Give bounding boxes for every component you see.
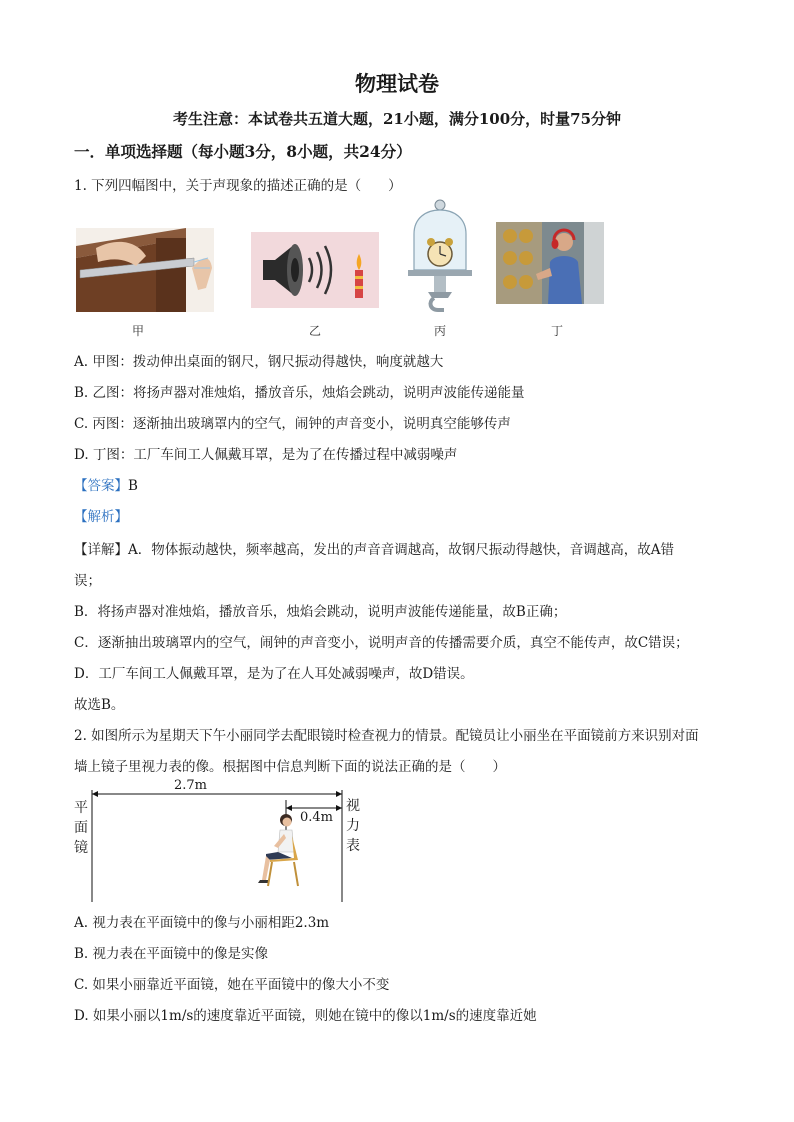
eye-chart-label bbox=[346, 796, 360, 856]
section-heading: 一．单项选择题（每小题3分，8小题，共24分） bbox=[74, 142, 412, 161]
detail-line-3: B．将扬声器对准烛焰，播放音乐，烛焰会跳动，说明声波能传递能量，故B正确； bbox=[74, 604, 567, 620]
mirror-label-char: 面 bbox=[74, 820, 88, 836]
caption-bing: 丙 bbox=[433, 324, 446, 338]
detail-line-1 bbox=[74, 538, 674, 558]
detail-line-5: D．工厂车间工人佩戴耳罩，是为了在人耳处减弱噪声，故D错误。 bbox=[74, 666, 474, 682]
speaker-candle-illustration bbox=[251, 232, 379, 308]
question-2-stem-line-2: 墙上镜子里视力表的像。根据图中信息判断下面的说法正确的是（ ） bbox=[74, 759, 506, 775]
eye-chart-label-char: 表 bbox=[346, 838, 360, 854]
mirror-label bbox=[74, 798, 88, 858]
caption-yi: 乙 bbox=[308, 324, 321, 338]
detail-line-4: C．逐渐抽出玻璃罩内的空气，闹钟的声音变小，说明声音的传播需要介质，真空不能传声，故C错误； bbox=[74, 635, 689, 651]
mirror-label-char: 镜 bbox=[74, 840, 88, 856]
q1-option-c: C. 丙图：逐渐抽出玻璃罩内的空气，闹钟的声音变小，说明真空能够传声 bbox=[74, 416, 511, 432]
near-distance-label: 0.4m bbox=[300, 810, 334, 825]
q2-option-c: C. 如果小丽靠近平面镜，她在平面镜中的像大小不变 bbox=[74, 977, 390, 993]
eye-test-diagram bbox=[70, 776, 370, 906]
q1-option-b: B. 乙图：将扬声器对准烛焰，播放音乐，烛焰会跳动，说明声波能传递能量 bbox=[74, 385, 525, 401]
answer-value: B bbox=[128, 478, 138, 494]
answer-line bbox=[74, 474, 138, 494]
eye-chart-label-char: 视 bbox=[346, 798, 360, 814]
answer-tag: 【答案】 bbox=[74, 478, 128, 494]
page-title: 物理试卷 bbox=[355, 71, 439, 96]
total-distance-label: 2.7m bbox=[174, 778, 208, 793]
eye-chart-label-char: 力 bbox=[346, 818, 360, 834]
caption-ding: 丁 bbox=[550, 324, 563, 338]
detail-line-6: 故选B。 bbox=[74, 697, 125, 713]
q1-option-a: A. 甲图：拨动伸出桌面的钢尺，钢尺振动得越快，响度就越大 bbox=[74, 354, 444, 370]
detail-line-2: 误； bbox=[74, 573, 101, 589]
question-1-stem: 1. 下列四幅图中，关于声现象的描述正确的是（ ） bbox=[74, 178, 402, 194]
bell-jar-clock-illustration bbox=[404, 198, 476, 314]
factory-worker-photo bbox=[496, 222, 604, 304]
analysis-tag: 【解析】 bbox=[74, 509, 128, 525]
q2-option-b: B. 视力表在平面镜中的像是实像 bbox=[74, 946, 269, 962]
q1-option-d: D. 丁图：工厂车间工人佩戴耳罩，是为了在传播过程中减弱噪声 bbox=[74, 447, 458, 463]
question-2-stem-line-1: 2. 如图所示为星期天下午小丽同学去配眼镜时检查视力的情景。配镜员让小丽坐在平面镜前方来识别对面 bbox=[74, 728, 699, 744]
q2-option-a: A. 视力表在平面镜中的像与小丽相距2.3m bbox=[74, 915, 330, 931]
mirror-label-char: 平 bbox=[74, 800, 88, 816]
detail-text: A．物体振动越快，频率越高，发出的声音音调越高，故钢尺振动得越快，音调越高，故A错 bbox=[128, 542, 674, 558]
exam-notice: 考生注意：本试卷共五道大题，21小题，满分100分，时量75分钟 bbox=[172, 110, 622, 128]
detail-tag: 【详解】 bbox=[74, 542, 128, 558]
ruler-on-table-illustration bbox=[76, 228, 214, 312]
q2-option-d: D. 如果小丽以1m/s的速度靠近平面镜，则她在镜中的像以1m/s的速度靠近她 bbox=[74, 1008, 537, 1024]
caption-jia: 甲 bbox=[131, 324, 144, 338]
